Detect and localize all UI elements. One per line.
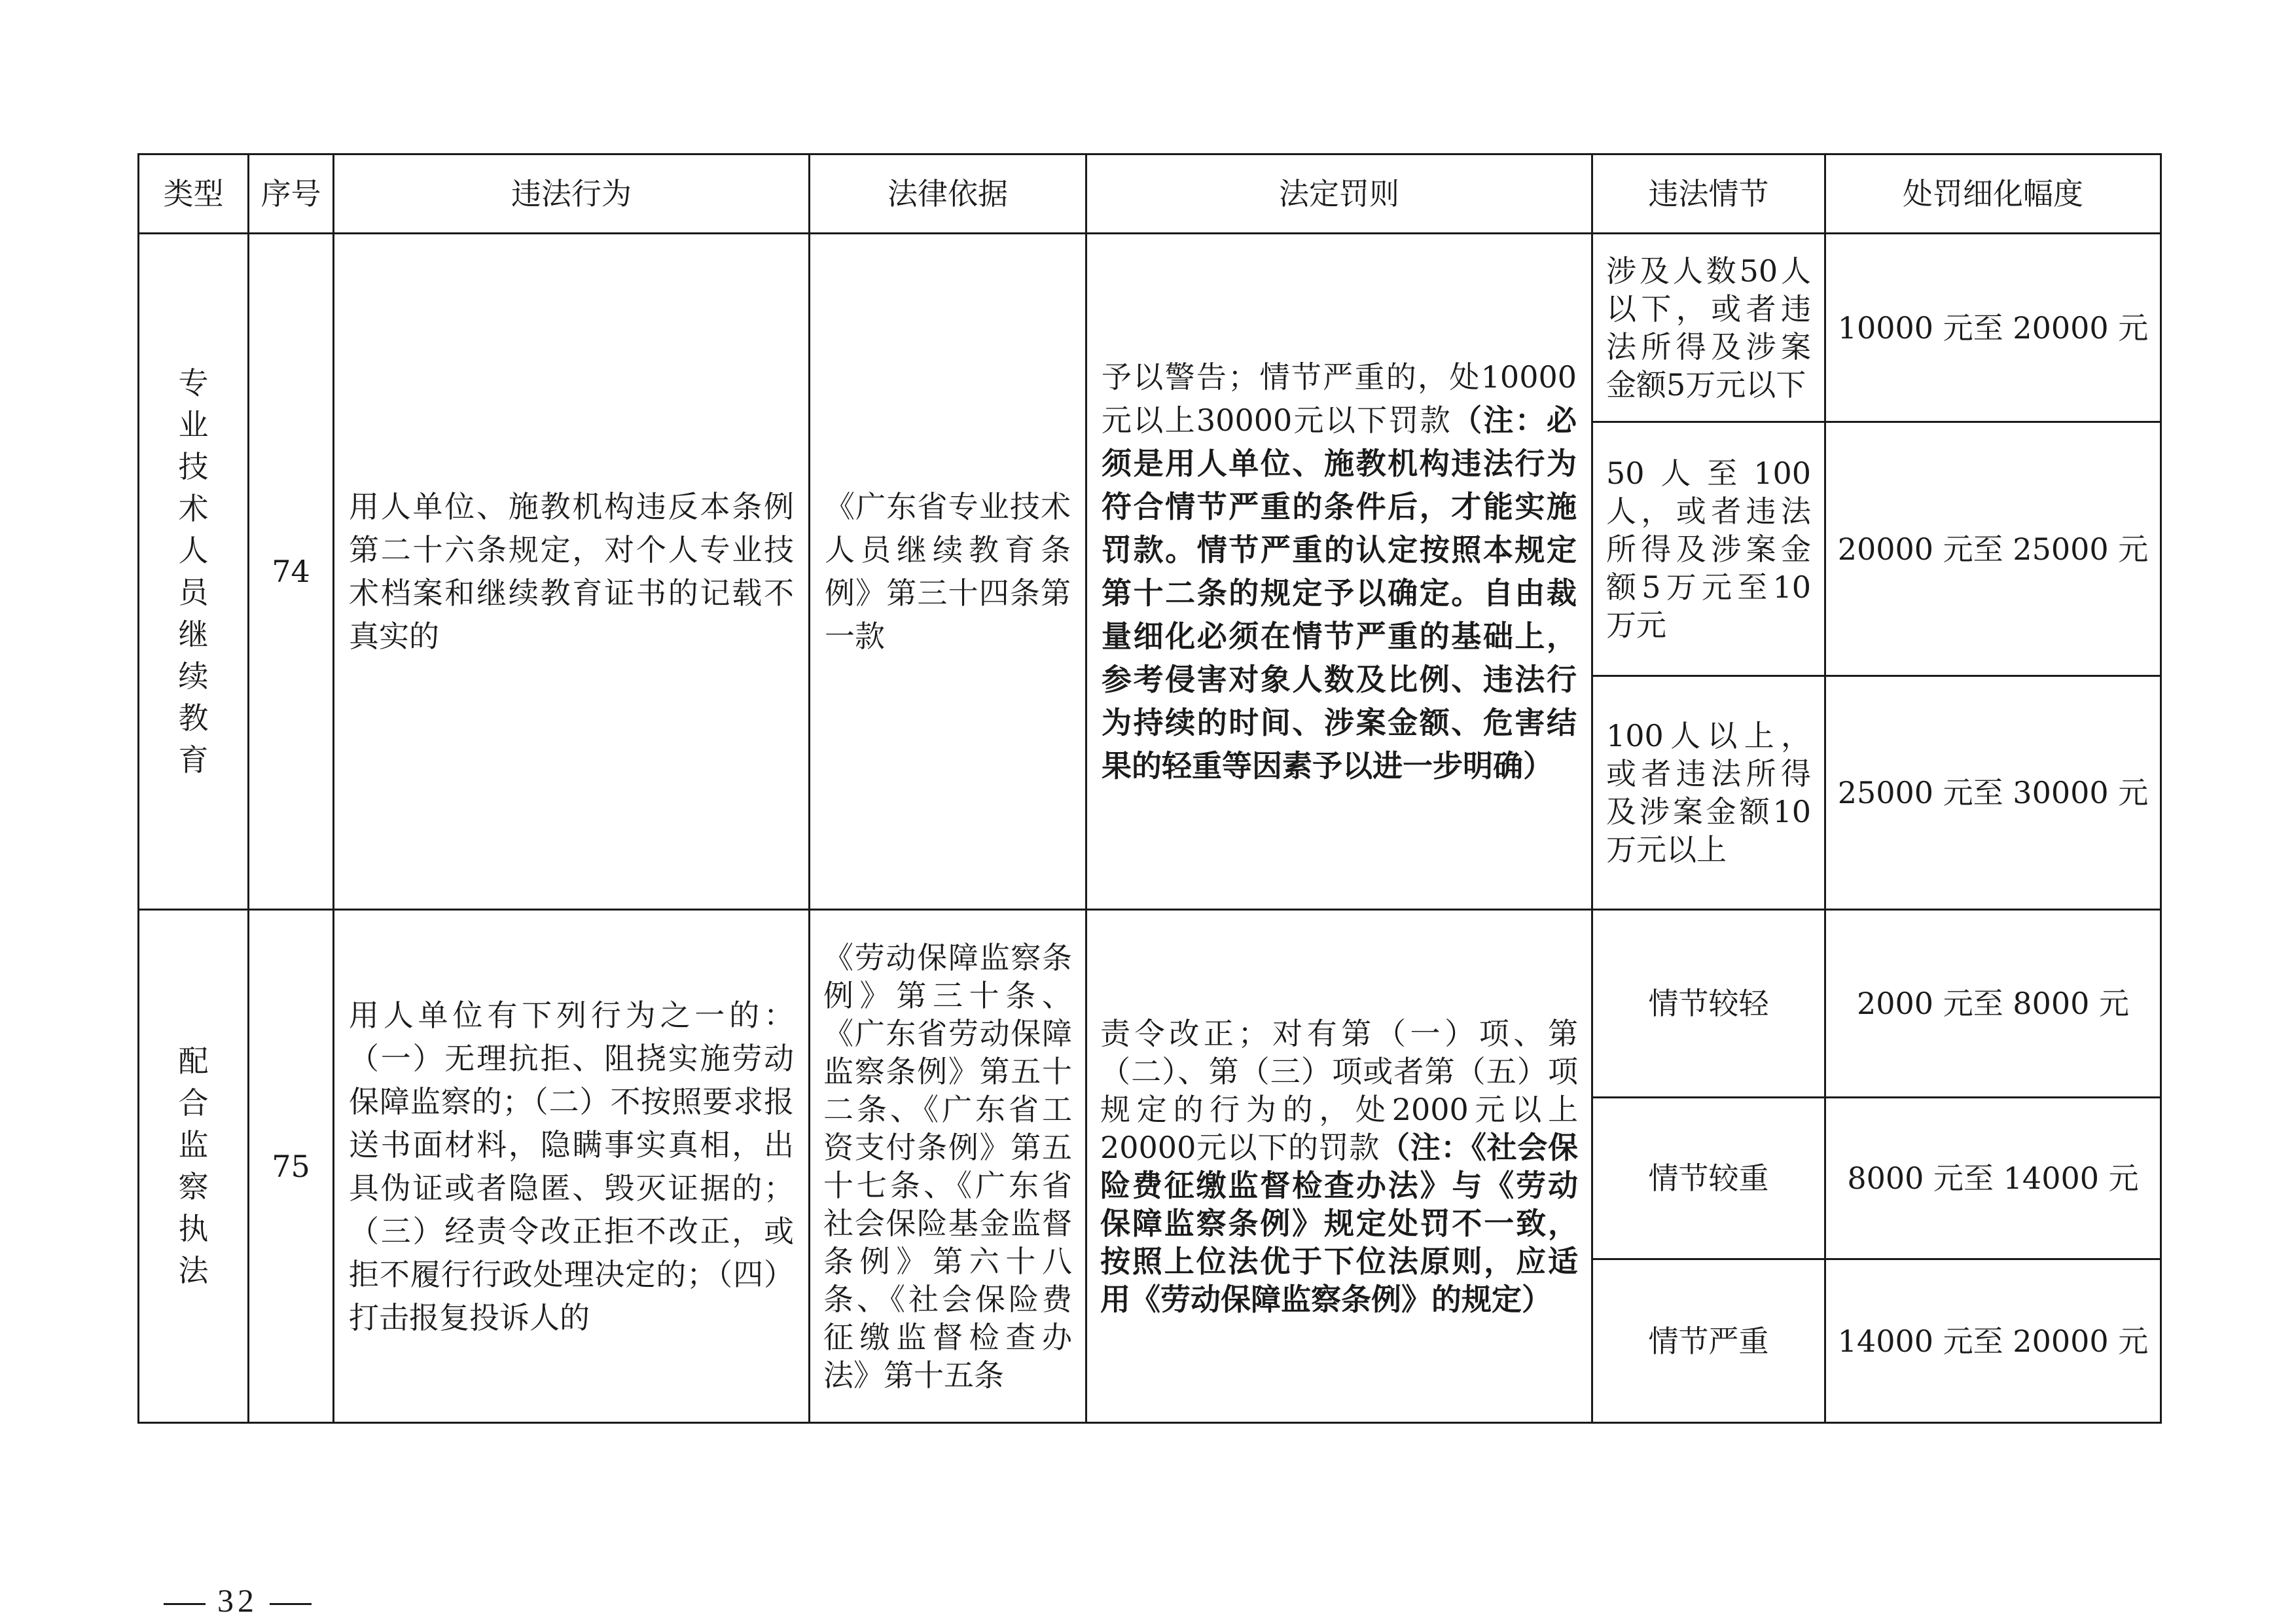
penalty-cell	[1086, 910, 1592, 1423]
behavior-cell: 用人单位有下列行为之一的：（一）无理抗拒、阻挠实施劳动保障监察的；（二）不按照要求报送书面材料，隐瞒事实真相，出具伪证或者隐匿、毁灭证据的；（三）经责令改正拒不改正，或拒不履行行政处理决定的；（四）打击报复投诉人的	[334, 910, 810, 1423]
range-cell: 10000 元至 20000 元	[1825, 234, 2161, 422]
penalty-text: 责令改正；对有第（一）项、第（二）、第（三）项或者第（五）项规定的行为的，处2000元以上20000元以下的罚款	[1100, 1015, 1578, 1165]
circumstance-cell: 情节较轻	[1592, 910, 1825, 1098]
seq-cell: 74	[249, 234, 334, 910]
page-number-text: 32	[217, 1582, 258, 1619]
circumstance-cell: 涉及人数50人以下，或者违法所得及涉案金额5万元以下	[1592, 234, 1825, 422]
penalty-table	[137, 153, 2162, 1424]
penalty-note: （注：必须是用人单位、施教机构违法行为符合情节严重的条件后，才能实施罚款。情节严重的认定按照本规定第十二条的规定予以确定。自由裁量细化必须在情节严重的基础上，参考侵害对象人数及比例、违法行为持续的时间、涉案金额、危害结果的轻重等因素予以进一步明确）	[1102, 403, 1577, 784]
type-cell: 专业技术人员继续教育	[139, 234, 249, 910]
seq-cell: 75	[249, 910, 334, 1423]
basis-cell: 《劳动保障监察条例》第三十条、《广东省劳动保障监察条例》第五十二条、《广东省工资支付条例》第五十七条、《广东省社会保险基金监督条例》第六十八条、《社会保险费征缴监督检查办法》第十五条	[810, 910, 1086, 1423]
header-seq: 序号	[249, 154, 334, 234]
table-row	[139, 910, 2161, 1098]
header-penalty: 法定罚则	[1086, 154, 1592, 234]
circumstance-cell: 50人至100人，或者违法所得及涉案金额5万元至10万元	[1592, 422, 1825, 676]
penalty-cell	[1086, 234, 1592, 910]
type-cell: 配合监察执法	[139, 910, 249, 1423]
page-number	[152, 1581, 323, 1619]
header-behavior: 违法行为	[334, 154, 810, 234]
header-basis: 法律依据	[810, 154, 1086, 234]
range-cell: 14000 元至 20000 元	[1825, 1259, 2161, 1423]
penalty-note: （注：《社会保险费征缴监督检查办法》与《劳动保障监察条例》规定处罚不一致，按照上位法优于下位法原则，应适用《劳动保障监察条例》的规定）	[1100, 1129, 1578, 1317]
behavior-cell: 用人单位、施教机构违反本条例第二十六条规定，对个人专业技术档案和继续教育证书的记载不真实的	[334, 234, 810, 910]
penalty-text: 予以警告；情节严重的，处10000元以上30000元以下罚款	[1102, 359, 1577, 438]
circumstance-cell: 情节较重	[1592, 1098, 1825, 1259]
table-row	[139, 234, 2161, 422]
right-dash	[270, 1603, 312, 1605]
range-cell: 20000 元至 25000 元	[1825, 422, 2161, 676]
header-range: 处罚细化幅度	[1825, 154, 2161, 234]
range-cell: 25000 元至 30000 元	[1825, 676, 2161, 910]
circumstance-cell: 情节严重	[1592, 1259, 1825, 1423]
basis-cell: 《广东省专业技术人员继续教育条例》第三十四条第一款	[810, 234, 1086, 910]
header-row	[139, 154, 2161, 234]
header-type: 类型	[139, 154, 249, 234]
left-dash	[164, 1603, 206, 1605]
range-cell: 2000 元至 8000 元	[1825, 910, 2161, 1098]
circumstance-cell: 100人以上，或者违法所得及涉案金额10万元以上	[1592, 676, 1825, 910]
range-cell: 8000 元至 14000 元	[1825, 1098, 2161, 1259]
header-circumstance: 违法情节	[1592, 154, 1825, 234]
